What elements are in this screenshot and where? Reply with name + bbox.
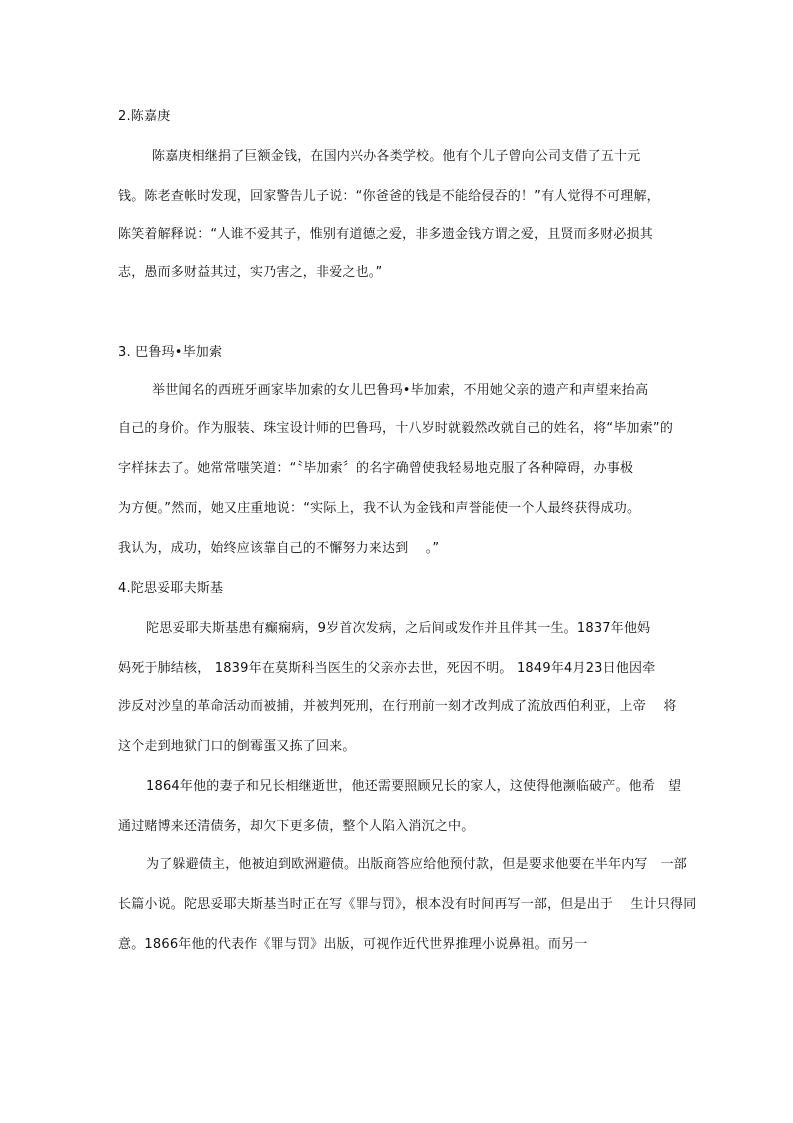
paragraph-line: 这个走到地狱门口的倒霉蛋又拣了回来。 (118, 739, 356, 754)
paragraph-line: 陈嘉庚相继捐了巨额金钱，在国内兴办各类学校。他有个儿子曾向公司支借了五十元 (152, 149, 641, 164)
paragraph-line: 通过赌博来还清债务，却欠下更多债，整个人陷入消沉之中。 (118, 819, 475, 834)
paragraph-line: 妈死于肺结核， 1839年在莫斯科当医生的父亲亦去世，死因不明。 1849年4月23日他因牵 (118, 661, 656, 676)
section-heading: 3. 巴鲁玛•毕加索 (118, 345, 223, 360)
paragraph-line: 举世闻名的西班牙画家毕加索的女儿巴鲁玛•毕加索，不用她父亲的遗产和声望来抬高 (152, 383, 649, 398)
paragraph-line: 陈笑着解释说：“人谁不爱其子，惟别有道德之爱，非多遗金钱方谓之爱，且贤而多财必损其 (118, 227, 653, 242)
paragraph-line: 我认为，成功，始终应该靠自己的不懈努力来达到 。” (118, 541, 440, 556)
paragraph-line: 为方便。”然而，她又庄重地说：“实际上，我不认为金钱和声誉能使一个人最终获得成功。 (118, 501, 641, 516)
section-heading: 4.陀思妥耶夫斯基 (118, 581, 224, 596)
paragraph-line: 为了躲避债主，他被迫到欧洲避债。出版商答应给他预付款，但是要求他要在半年内写 一部 (146, 857, 687, 872)
paragraph-line: 志，愚而多财益其过，实乃害之，非爱之也。” (118, 265, 383, 280)
paragraph-line: 1864年他的妻子和兄长相继逝世，他还需要照顾兄长的家人，这使得他濒临破产。他希 望 (146, 779, 682, 794)
paragraph-line: 涉反对沙皇的革命活动而被捕，并被判死刑，在行刑前一刻才改判成了流放西伯利亚，上帝 将 (118, 699, 677, 714)
section-heading: 2.陈嘉庚 (118, 109, 171, 124)
paragraph-line: 意。1866年他的代表作《罪与罚》出版，可视作近代世界推理小说鼻祖。而另一 (118, 937, 588, 952)
paragraph-line: 自己的身价。作为服装、珠宝设计师的巴鲁玛，十八岁时就毅然改就自己的姓名，将“毕加索”的 (118, 421, 674, 436)
paragraph-line: 钱。陈老查帐时发现，回家警告儿子说：“你爸爸的钱是不能给侵吞的！”有人觉得不可理解， (118, 189, 660, 204)
paragraph-line: 陀思妥耶夫斯基患有癫痫病，9岁首次发病，之后间或发作并且伴其一生。1837年他妈 (146, 621, 651, 636)
paragraph-line: 长篇小说。陀思妥耶夫斯基当时正在写《罪与罚》，根本没有时间再写一部，但是出于 生计只得同 (118, 897, 697, 912)
paragraph-line: 字样抹去了。她常常嗤笑道：“〝毕加索〞的名字确曾使我轻易地克服了各种障碍，办事极 (118, 461, 634, 476)
